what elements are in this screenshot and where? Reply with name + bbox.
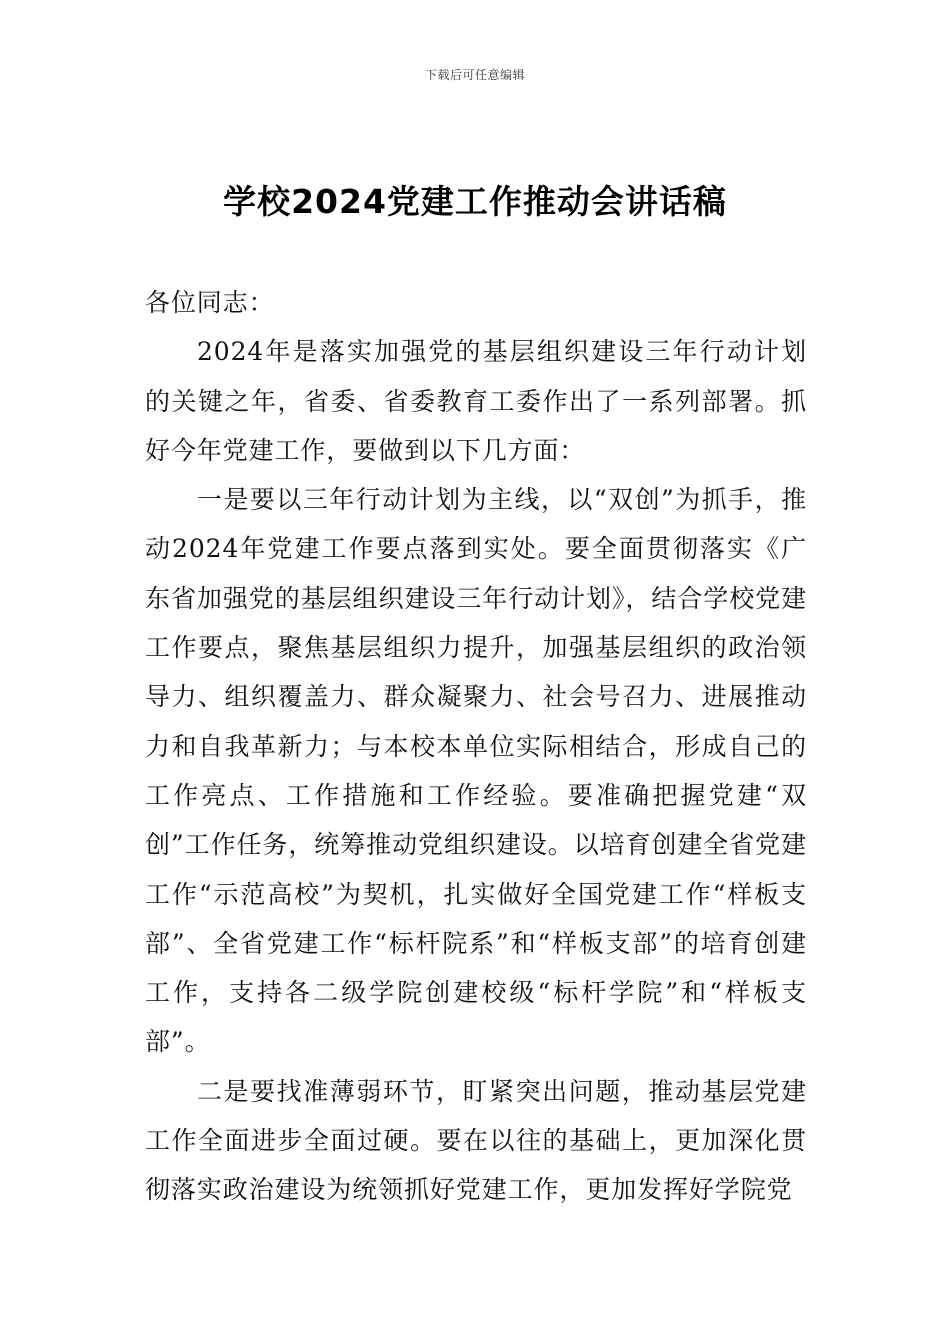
- header-note: 下载后可任意编辑: [424, 68, 525, 82]
- paragraph-point-two: 二是要找准薄弱环节，盯紧突出问题，推动基层党建工作全面进步全面过硬。要在以往的基础上，更加深化贯彻落实政治建设为统领抓好党建工作，更加发挥好学院党: [145, 1076, 807, 1205]
- document-title: 学校2024党建工作推动会讲话稿: [223, 182, 727, 221]
- paragraph-intro: 2024年是落实加强党的基层组织建设三年行动计划的关键之年，省委、省委教育工委作出了一系列部署。抓好今年党建工作，要做到以下几方面：: [145, 337, 807, 465]
- paragraph-point-one: 一是要以三年行动计划为主线，以“双创”为抓手，推动2024年党建工作要点落到实处。要全面贯彻落实《广东省加强党的基层组织建设三年行动计划》，结合学校党建工作要点，聚焦基层组织力提升，加强基层组织的政治领导力、组织覆盖力、群众凝聚力、社会号召力、进展推动力和自我革新力；与本校本单位实际相结合，形成自己的工作亮点、工作措施和工作经验。要准确把握党建“双创”工作任务，统筹推动党组织建设。以培育创建全省党建工作“示范高校”为契机，扎实做好全国党建工作“样板支部”、全省党建工作“标杆院系”和“样板支部”的培育创建工作，支持各二级学院创建校级“标杆学院”和“样板支部”。: [145, 485, 807, 1057]
- salutation: 各位同志：: [145, 288, 275, 317]
- document-body: [145, 278, 807, 1215]
